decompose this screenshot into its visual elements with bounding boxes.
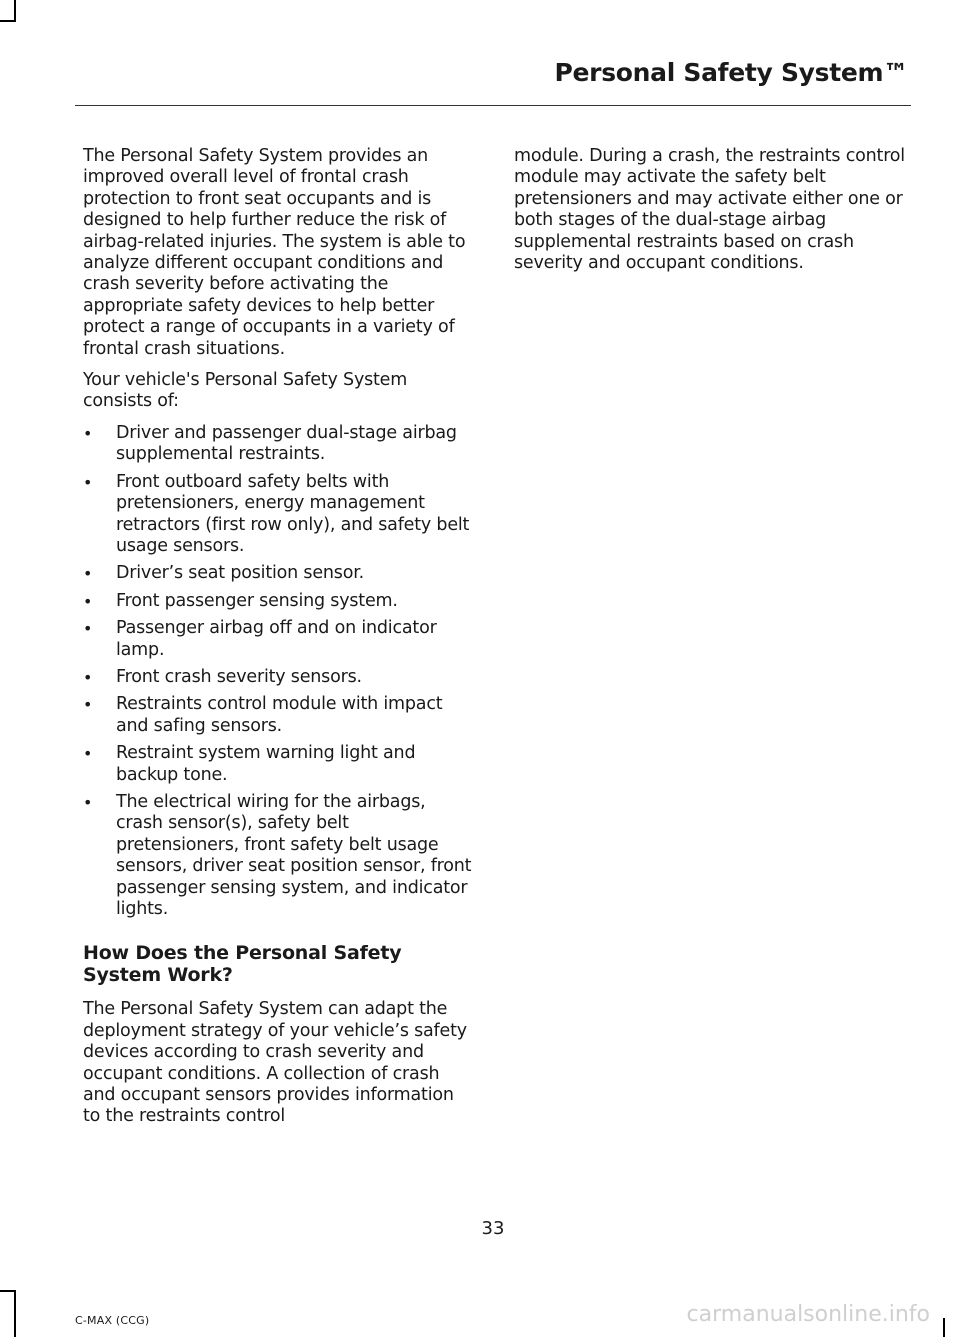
crop-mark	[14, 0, 16, 20]
section-heading: How Does the Personal Safety System Work?	[83, 942, 402, 987]
list-item: • Driver’s seat position sensor.	[83, 563, 475, 584]
list-item: • Restraints control module with impact and safing sensors.	[83, 694, 475, 737]
list-item: • Front outboard safety belts with pretensioners, energy management retractors (first row only), and safety belt usage sensors.	[83, 472, 475, 558]
list-item: • The electrical wiring for the airbags, crash sensor(s), safety belt pretensioners, front safety belt usage sensors, driver seat position sensor, front passenger sensing system, and indicator lights.	[83, 792, 475, 920]
header-divider	[75, 105, 911, 106]
page-number: 33	[481, 1218, 505, 1239]
list-item: • Front passenger sensing system.	[83, 591, 475, 612]
section-paragraph: The Personal Safety System can adapt the deployment strategy of your vehicle’s safety devices according to crash severity and occupant conditions. A collection of crash and occupant sensors provides information to the restraints control	[83, 999, 467, 1127]
left-column	[83, 146, 475, 1138]
list-item: • Driver and passenger dual-stage airbag supplemental restraints.	[83, 423, 475, 466]
continued-paragraph: module. During a crash, the restraints control module may activate the safety belt pretensioners and may activate either one or both stages of the dual-stage airbag supplemental restraints based on crash severity and occupant conditions.	[514, 146, 905, 274]
intro-paragraph: The Personal Safety System provides an improved overall level of frontal crash protection to front seat occupants and is designed to help further reduce the risk of airbag-related injuries. The system is able to analyze different occupant conditions and crash severity before activating the appropriate safety devices to help better protect a range of occupants in a variety of frontal crash situations.	[83, 146, 466, 359]
components-list	[83, 423, 475, 921]
page-title: Personal Safety System™	[554, 58, 908, 87]
footer-model-label: C-MAX (CCG)	[75, 1314, 150, 1327]
crop-mark	[943, 1318, 945, 1337]
right-column	[514, 146, 906, 284]
list-item: • Restraint system warning light and backup tone.	[83, 743, 475, 786]
crop-mark	[14, 1290, 16, 1337]
watermark: carmanualsonline.info	[686, 1302, 930, 1327]
crop-mark	[0, 1290, 16, 1292]
consists-of-paragraph: Your vehicle's Personal Safety System consists of:	[83, 370, 408, 412]
list-item: • Front crash severity sensors.	[83, 667, 475, 688]
crop-mark	[0, 20, 16, 22]
list-item: • Passenger airbag off and on indicator lamp.	[83, 618, 475, 661]
